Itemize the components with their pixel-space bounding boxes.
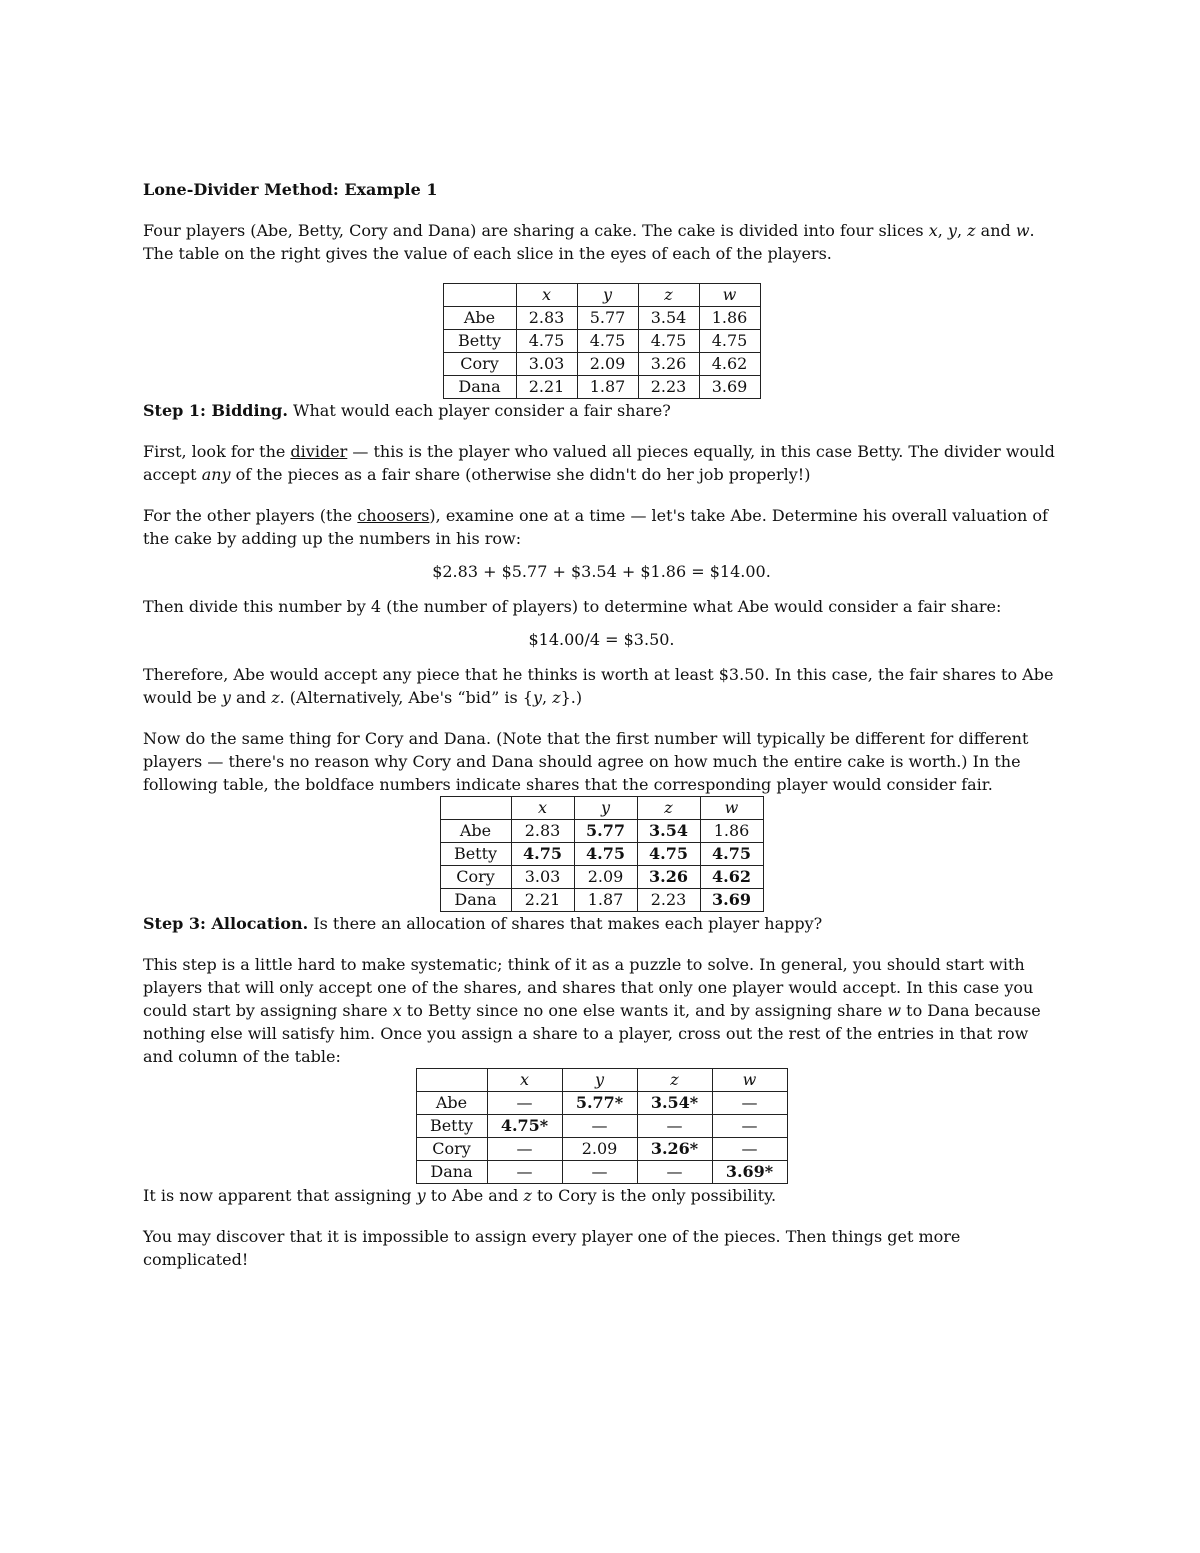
player-name-cell: Dana <box>443 376 516 399</box>
column-header: z <box>638 284 699 307</box>
player-name-cell: Dana <box>440 889 511 912</box>
column-header: x <box>511 797 574 820</box>
value-cell: 4.75 <box>637 843 700 866</box>
value-cell: 4.75* <box>487 1115 562 1138</box>
value-cell: 4.75 <box>516 330 577 353</box>
value-cell: 1.87 <box>574 889 637 912</box>
equation-sum: $2.83 + $5.77 + $3.54 + $1.86 = $14.00. <box>432 562 771 581</box>
intro-paragraph <box>143 219 1060 265</box>
sep: and <box>975 221 1016 240</box>
value-cell: 5.77 <box>577 307 638 330</box>
var-z: z <box>967 221 976 240</box>
table-row <box>440 843 763 866</box>
column-header: y <box>574 797 637 820</box>
value-cell: 4.62 <box>699 353 760 376</box>
corner-cell <box>443 284 516 307</box>
value-cell: — <box>487 1161 562 1184</box>
table-header-row <box>440 797 763 820</box>
table-row <box>443 330 760 353</box>
text: It is now apparent that assigning <box>143 1186 417 1205</box>
value-cell: 5.77* <box>562 1092 637 1115</box>
value-cell: 4.75 <box>638 330 699 353</box>
divider-term: divider <box>290 442 348 461</box>
var-x: x <box>392 1001 402 1020</box>
value-cell: 4.75 <box>574 843 637 866</box>
page-title: Lone-Divider Method: Example 1 <box>143 180 438 199</box>
step1-paragraph <box>143 399 1060 422</box>
column-header: w <box>699 284 760 307</box>
text: — this is the player who valued all pieces equally, in this case Betty. The divider would accept <box>143 442 1055 484</box>
value-cell: 2.09 <box>574 866 637 889</box>
apparent-paragraph <box>143 1184 1060 1207</box>
value-cell: — <box>712 1138 787 1161</box>
text: }.) <box>560 688 583 707</box>
player-name-cell: Betty <box>440 843 511 866</box>
value-cell: 2.83 <box>511 820 574 843</box>
step3-heading: Step 3: Allocation. <box>143 914 309 933</box>
table-header-row <box>416 1069 787 1092</box>
table-row <box>416 1161 787 1184</box>
value-cell: 3.03 <box>511 866 574 889</box>
value-cell: 3.03 <box>516 353 577 376</box>
sep: , <box>956 221 968 240</box>
text: Therefore, Abe would accept any piece that he thinks is worth at least $3.50. In this case, the fair shares to Abe would be <box>143 665 1054 707</box>
value-cell: 3.54 <box>638 307 699 330</box>
text: of the pieces as a fair share (otherwise she didn't do her job properly!) <box>230 465 811 484</box>
value-cell: 3.26 <box>637 866 700 889</box>
var-z: z <box>523 1186 532 1205</box>
value-cell: — <box>562 1161 637 1184</box>
text: to Abe and <box>425 1186 524 1205</box>
text: . (Alternatively, Abe's “bid” is { <box>279 688 533 707</box>
text: ), examine one at a time — let's take Abe. Determine his overall valuation of the cake by adding up the numbers in his row: <box>143 506 1048 548</box>
text: This step is a little hard to make systematic; think of it as a puzzle to solve. In general, you should start with players that will only accept one of the shares, and shares that only one player would accept. In this case you could start by assigning share <box>143 955 1034 1020</box>
value-cell: 3.26* <box>637 1138 712 1161</box>
var-y: y <box>532 688 543 707</box>
value-cell: — <box>712 1092 787 1115</box>
allocation-paragraph <box>143 953 1060 1068</box>
step3-paragraph <box>143 912 1060 935</box>
text: to Cory is the only possibility. <box>531 1186 777 1205</box>
value-cell: 4.75 <box>699 330 760 353</box>
table-row <box>443 376 760 399</box>
document-page <box>143 178 1060 1271</box>
player-name-cell: Betty <box>416 1115 487 1138</box>
value-cell: 3.26 <box>638 353 699 376</box>
value-cell: 2.21 <box>511 889 574 912</box>
player-name-cell: Abe <box>416 1092 487 1115</box>
divide-paragraph: Then divide this number by 4 (the number of players) to determine what Abe would consider a fair share: <box>143 597 1002 616</box>
same-paragraph: Now do the same thing for Cory and Dana. (Note that the first number will typically be different for different players — there's no reason why Cory and Dana should agree on how much the entire cake is worth.) In the following table, the boldface numbers indicate shares that the corresponding player would consider fair. <box>143 729 1029 794</box>
player-name-cell: Abe <box>440 820 511 843</box>
player-name-cell: Betty <box>443 330 516 353</box>
column-header: z <box>637 797 700 820</box>
table-header-row <box>443 284 760 307</box>
value-cell: — <box>712 1115 787 1138</box>
table-row <box>416 1138 787 1161</box>
var-z: z <box>552 688 561 707</box>
player-name-cell: Abe <box>443 307 516 330</box>
step3-question: Is there an allocation of shares that makes each player happy? <box>308 914 823 933</box>
text: and <box>230 688 272 707</box>
column-header: w <box>700 797 763 820</box>
var-w: w <box>887 1001 902 1020</box>
step1-heading: Step 1: Bidding. <box>143 401 288 420</box>
table-row <box>443 307 760 330</box>
value-cell: 2.09 <box>577 353 638 376</box>
value-cell: 4.75 <box>577 330 638 353</box>
value-cell: — <box>637 1115 712 1138</box>
value-cell: 2.23 <box>638 376 699 399</box>
text: to Dana because nothing else will satisfy him. Once you assign a share to a player, cross out the rest of the entries in that row and column of the table: <box>143 1001 1041 1066</box>
value-cell: — <box>487 1138 562 1161</box>
text: , <box>542 688 553 707</box>
column-header: y <box>562 1069 637 1092</box>
column-header: x <box>516 284 577 307</box>
choosers-paragraph <box>143 504 1060 550</box>
var-x: x <box>928 221 938 240</box>
divider-paragraph <box>143 440 1060 486</box>
intro-text: Four players (Abe, Betty, Cory and Dana) are sharing a cake. The cake is divided into four slices <box>143 221 929 240</box>
value-cell: 3.69 <box>700 889 763 912</box>
intro-text: . The table on the right gives the value of each slice in the eyes of each of the players. <box>143 221 1035 263</box>
sep: , <box>937 221 948 240</box>
var-z: z <box>271 688 280 707</box>
value-cell: 3.69 <box>699 376 760 399</box>
text: to Betty since no one else wants it, and by assigning share <box>401 1001 888 1020</box>
value-cell: 3.54* <box>637 1092 712 1115</box>
therefore-paragraph <box>143 663 1060 709</box>
value-cell: 1.86 <box>699 307 760 330</box>
table-row <box>443 353 760 376</box>
column-header: w <box>712 1069 787 1092</box>
var-y: y <box>947 221 957 240</box>
choosers-term: choosers <box>357 506 430 525</box>
value-cell: 4.62 <box>700 866 763 889</box>
value-cell: 3.54 <box>637 820 700 843</box>
player-name-cell: Cory <box>416 1138 487 1161</box>
step1-question: What would each player consider a fair share? <box>287 401 671 420</box>
value-cell: 1.86 <box>700 820 763 843</box>
text: For the other players (the <box>143 506 358 525</box>
var-y: y <box>416 1186 426 1205</box>
text: First, look for the <box>143 442 291 461</box>
value-cell: 4.75 <box>700 843 763 866</box>
table-row <box>440 889 763 912</box>
value-cell: — <box>637 1161 712 1184</box>
player-name-cell: Cory <box>440 866 511 889</box>
allocation-table <box>416 1068 788 1184</box>
value-cell: 1.87 <box>577 376 638 399</box>
var-y: y <box>221 688 231 707</box>
value-cell: 5.77 <box>574 820 637 843</box>
corner-cell <box>416 1069 487 1092</box>
final-paragraph: You may discover that it is impossible to assign every player one of the pieces. Then things get more complicated! <box>143 1227 961 1269</box>
column-header: x <box>487 1069 562 1092</box>
value-cell: 4.75 <box>511 843 574 866</box>
value-cell: 2.23 <box>637 889 700 912</box>
value-cell: 2.21 <box>516 376 577 399</box>
table-row <box>416 1092 787 1115</box>
player-name-cell: Dana <box>416 1161 487 1184</box>
fair-shares-table <box>440 796 764 912</box>
table-row <box>440 866 763 889</box>
var-w: w <box>1015 221 1030 240</box>
corner-cell <box>440 797 511 820</box>
player-name-cell: Cory <box>443 353 516 376</box>
table-row <box>440 820 763 843</box>
value-cell: 2.83 <box>516 307 577 330</box>
table-row <box>416 1115 787 1138</box>
column-header: z <box>637 1069 712 1092</box>
valuation-table <box>443 283 761 399</box>
value-cell: 3.69* <box>712 1161 787 1184</box>
emphasis-any: any <box>201 465 231 484</box>
value-cell: 2.09 <box>562 1138 637 1161</box>
column-header: y <box>577 284 638 307</box>
equation-fair-share: $14.00/4 = $3.50. <box>528 630 675 649</box>
value-cell: — <box>487 1092 562 1115</box>
value-cell: — <box>562 1115 637 1138</box>
